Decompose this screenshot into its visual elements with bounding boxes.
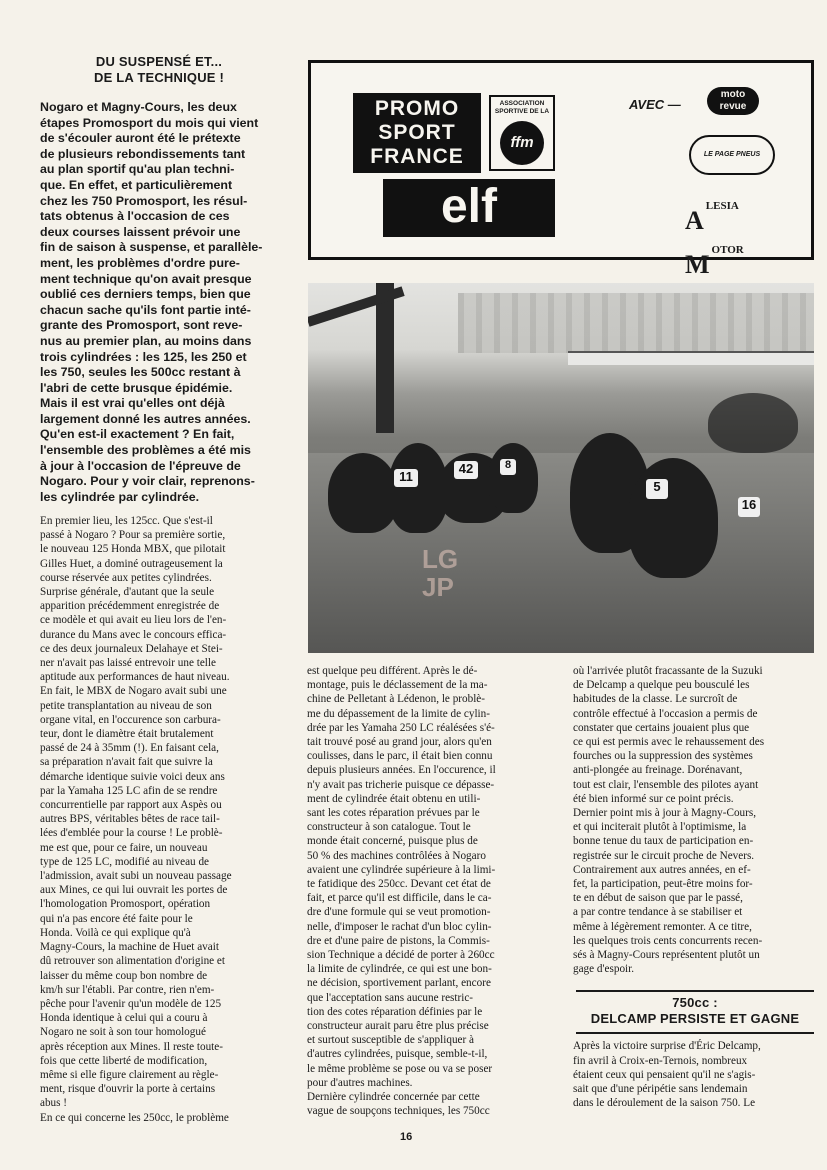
text-line: sant les cotes réparation prévues par le: [307, 807, 480, 820]
text-line: l'homologation Promosport, opération: [40, 898, 211, 911]
text-line: qui n'a pas encore été faite pour le: [40, 912, 193, 925]
text-line: durance du Mans avec le concours effica-: [40, 628, 227, 641]
text-line: sait que d'une péripétie sans lendemain: [573, 1083, 748, 1095]
text-line: ment, les problèmes d'ordre pure-: [40, 255, 240, 270]
text-line: type de 125 LC, modifié au niveau de: [40, 855, 210, 868]
text-line: sion Technique a décidé de porter à 260cc: [307, 949, 495, 962]
heading-line-1: DU SUSPENSÉ ET...: [95, 54, 223, 69]
heading-line-1: 750cc :: [672, 995, 718, 1011]
avec-label: AVEC —: [629, 97, 681, 112]
text-line: dû retrouver son alimentation d'origine et: [40, 955, 226, 968]
text-line: les quelques trois cents concurrents recen-: [573, 934, 763, 947]
text-line: km/h sur l'établi. Par contre, rien n'em-: [40, 983, 215, 996]
text-line: registrée sur le circuit proche de Nevers.: [573, 849, 755, 862]
text-line: que l'acceptation sans aucune restric-: [307, 991, 474, 1004]
text-line: que. En effet, et particulièrement: [40, 177, 233, 192]
heading-line-2: DELCAMP PERSISTE ET GAGNE: [590, 1011, 800, 1027]
section-rule-top: [576, 990, 814, 992]
watermark-line-1: LG: [422, 544, 459, 574]
text-line: ce des deux journaleux Delahaye et Stei-: [40, 642, 223, 655]
text-line: à jour à l'occasion de l'épreuve de: [40, 458, 241, 473]
text-line: nus au premier plan, au moins dans: [40, 333, 252, 348]
column-3-body-bottom: [573, 1039, 815, 1110]
text-line: aux Mines, ce qui lui ouvrait les portes de: [40, 884, 228, 897]
text-line: les cylindrée par cylindrée.: [40, 489, 200, 504]
text-line: largement donné les autres années.: [40, 411, 251, 426]
text-line: ce modèle et qui avait eu lieu lors de l'en-: [40, 614, 227, 627]
text-line: te fatidique des 250cc. Devant cet état de: [307, 878, 491, 891]
text-line: tats obtenus à l'occasion de ces: [40, 209, 230, 224]
text-line: montage, puis le déclassement de la ma-: [307, 679, 488, 692]
text-line: Honda identique à celui qui a couru à: [40, 1012, 208, 1025]
text-line: teur, dont le diamètre était brutalement: [40, 728, 214, 741]
text-line: habitudes de la classe. Le surcroît de: [573, 693, 738, 706]
rider: [708, 393, 798, 453]
sport-word: SPORT: [378, 121, 456, 144]
text-line: démarche identique suivie voici deux ans: [40, 770, 225, 783]
text-line: En fait, le MBX de Nogaro avait subi une: [40, 685, 227, 698]
text-line: coulisses, dans le parc, il était bien connu: [307, 750, 493, 763]
text-line: de plusieurs rebondissements tant: [40, 146, 246, 161]
text-line: Mais il est vrai qu'elles ont déjà: [40, 396, 225, 411]
text-line: fourches ou la suppression des systèmes: [573, 750, 753, 763]
text-line: ment de cylindrée était obtenu en utili-: [307, 792, 481, 805]
text-line: pour d'autres machines.: [307, 1076, 413, 1089]
text-line: où l'arrivée plutôt fracassante de la Suzuki: [573, 665, 763, 677]
treeline: [458, 293, 814, 353]
text-line: constructeur à son catalogue. Tout le: [307, 821, 471, 834]
motor-initial: M: [685, 250, 710, 279]
text-line: de s'écouler auront été le prétexte: [40, 131, 241, 146]
section-heading-750: [576, 995, 814, 1027]
text-line: a par contre tendance à se stabiliser et: [573, 906, 743, 919]
text-line: chine de Pelletant à Lédenon, le problè-: [307, 693, 485, 706]
race-number-plate: 11: [394, 469, 418, 487]
alesia-motor-logo: [685, 199, 744, 287]
text-line: au plan sportif qu'au plan techni-: [40, 162, 235, 177]
le-page-pneus-logo: LE PAGE PNEUS: [689, 135, 775, 175]
trackside-barrier: [568, 351, 814, 365]
revue-word: revue: [719, 101, 747, 112]
text-line: le nouveau 125 Honda MBX, que pilotait: [40, 543, 226, 556]
gantry-tower: [376, 283, 394, 433]
text-line: tion des cotes réparation définies par le: [307, 1005, 483, 1018]
text-line: après réception aux Mines. Il reste toute-: [40, 1040, 223, 1053]
text-line: autres BPS, véritables bêtes de race tail-: [40, 813, 220, 826]
text-line: En premier lieu, les 125cc. Que s'est-il: [40, 515, 213, 527]
text-line: et qui inciterait plutôt à l'optimisme, la: [573, 821, 747, 834]
text-line: les 750, seules les 500cc restant à: [40, 365, 241, 380]
text-line: dans le déroulement de la saison 750. Le: [573, 1097, 756, 1110]
text-line: Nogaro. Pour y voir clair, reprenons-: [40, 474, 255, 489]
text-line: me du dépassement de la limite de cylin-: [307, 707, 490, 720]
text-line: vague de soupçons techniques, les 750cc: [307, 1105, 490, 1118]
sportive-label: SPORTIVE DE LA: [494, 108, 550, 115]
text-line: petite transplantation au niveau de son: [40, 699, 212, 712]
text-line: étapes Promosport du mois qui vient: [40, 115, 259, 130]
text-line: passé de 24 à 35mm (!). En faisant cela,: [40, 742, 219, 755]
text-line: aptitude aux performances de haut niveau.: [40, 671, 230, 684]
text-line: tait trouvé posé au grand jour, alors qu'en: [307, 736, 492, 749]
alesia-word: LESIA: [705, 200, 739, 212]
text-line: même à légèrement remonter. A ce titre,: [573, 920, 752, 933]
text-line: lées d'emblée pour la course ! Le problè-: [40, 827, 223, 840]
race-number-plate: 5: [646, 479, 668, 499]
text-line: Dernière cylindrée concernée par cette: [307, 1091, 480, 1104]
text-line: ment technique qu'on avait presque: [40, 271, 252, 286]
text-line: l'admission, avait subi un nouveau passage: [40, 870, 232, 883]
text-line: étaient ceux qui pensaient qu'il ne s'agis-: [573, 1068, 756, 1081]
text-line: fin avril à Croix-en-Ternois, nombreux: [573, 1054, 748, 1067]
france-word: FRANCE: [370, 145, 464, 168]
text-line: n'y avait pas tricherie puisque ce dépasse-: [307, 778, 495, 791]
text-line: Surprise générale, d'autant que la seule: [40, 586, 215, 599]
text-line: Contrairement aux autres années, en ef-: [573, 863, 751, 876]
race-number-plate: 42: [454, 461, 478, 479]
text-line: Nogaro ne soit à son tour homologué: [40, 1026, 206, 1039]
text-line: chez les 750 Promosport, les résul-: [40, 193, 248, 208]
text-line: constater que certains jouaient plus que: [573, 721, 750, 734]
text-line: gage d'espoir.: [573, 963, 635, 976]
text-line: constructeur aurait paru être plus précise: [307, 1020, 489, 1033]
text-line: te en début de saison que par le passé,: [573, 892, 743, 905]
race-number-plate: 8: [500, 459, 516, 475]
column-3-body-top: [573, 664, 815, 976]
text-line: chacun sache qu'ils font partie inté-: [40, 302, 251, 317]
section-heading-suspense: [40, 54, 278, 86]
text-line: même si elle figure clairement au règle-: [40, 1068, 219, 1081]
text-line: le même problème se pose ou va se poser: [307, 1062, 493, 1075]
moto-revue-logo: [707, 87, 759, 115]
text-line: organe vital, en l'occurence son carbura-: [40, 713, 221, 726]
text-line: depuis plusieurs années. En l'occurence, il: [307, 764, 496, 777]
text-line: fait, et parce qu'il est difficile, dans le ca-: [307, 892, 492, 905]
rider: [628, 458, 718, 578]
text-line: Gilles Huet, a dominé outrageusement la: [40, 557, 223, 570]
text-line: En ce qui concerne les 250cc, le problème: [40, 1111, 229, 1124]
promo-word: PROMO: [374, 97, 460, 120]
text-line: Après la victoire surprise d'Éric Delcamp,: [573, 1040, 761, 1053]
alesia-initial: A: [685, 206, 704, 235]
text-line: ment, risque d'ouvrir la porte à certains: [40, 1083, 216, 1096]
text-line: bonne tenue du taux de participation en-: [573, 835, 754, 848]
column-1-body: [40, 514, 282, 1125]
text-line: nelle, d'imposer le rachat d'un bloc cylin-: [307, 920, 492, 933]
race-photo: [308, 283, 814, 653]
text-line: tout est clair, l'ensemble des pilotes ayant: [573, 778, 759, 791]
text-line: Honda. Voilà ce qui explique qu'à: [40, 926, 191, 939]
text-line: l'abri de cette brusque épidémie.: [40, 380, 233, 395]
elf-logo: elf: [383, 179, 555, 237]
text-line: la limite de cylindrée, ce qui est une bon-: [307, 963, 492, 976]
watermark-line-2: JP: [422, 572, 454, 602]
text-line: deux courses laissent prévoir une: [40, 224, 241, 239]
ffm-association-logo: [489, 95, 555, 171]
text-line: pêche pour l'avenir qu'un modèle de 125: [40, 997, 222, 1010]
motor-word: OTOR: [711, 244, 744, 256]
watermark: [422, 545, 458, 601]
text-line: oublié ces derniers temps, bien que: [40, 287, 251, 302]
text-line: l'ensemble des problèmes a été mis: [40, 443, 251, 458]
promosport-france-logo: [353, 93, 481, 173]
text-line: abus !: [40, 1097, 68, 1110]
text-line: ner n'avait pas laissé entrevoir une telle: [40, 657, 216, 670]
text-line: Nogaro et Magny-Cours, les deux: [40, 100, 237, 114]
text-line: sés à Magny-Cours représentent plutôt un: [573, 949, 760, 962]
text-line: dre et d'une paire de pistons, la Commis-: [307, 934, 490, 947]
page-number: 16: [400, 1131, 413, 1143]
heading-line-2: DE LA TECHNIQUE !: [93, 70, 225, 85]
text-line: fois que cette liberté de modification,: [40, 1054, 208, 1067]
text-line: est quelque peu différent. Après le dé-: [307, 665, 478, 677]
text-line: avaient une cylindrée supérieure à la limi-: [307, 863, 496, 876]
rider: [488, 443, 538, 513]
section-rule-bottom: [576, 1032, 814, 1034]
text-line: fin de saison à suspense, et parallèle-: [40, 240, 263, 255]
text-line: Dernier point mis à jour à Magny-Cours,: [573, 807, 757, 820]
text-line: et surtout susceptible de s'appliquer à: [307, 1034, 474, 1047]
text-line: trois cylindrées : les 125, les 250 et: [40, 349, 247, 364]
text-line: apparition précédemment enregistrée de: [40, 600, 220, 613]
text-line: monde était concerné, puisque plus de: [307, 835, 478, 848]
text-line: fet, la participation, peut-être moins for-: [573, 878, 753, 891]
sponsor-advertisement: [308, 60, 814, 279]
text-line: dre d'une formule qui se veut promotion-: [307, 906, 491, 919]
text-line: anti-plongée au freinage. Dorénavant,: [573, 764, 743, 777]
text-line: laisser du même coup bon nombre de: [40, 969, 208, 982]
lead-paragraph: [40, 100, 282, 505]
moto-word: moto: [720, 89, 746, 100]
text-line: Qu'en est-il exactement ? En fait,: [40, 427, 235, 442]
column-2-body: [307, 664, 550, 1119]
text-line: ne décision, sportivement parlant, encore: [307, 977, 491, 990]
text-line: de Delcamp a quelque peu bousculé les: [573, 679, 750, 692]
text-line: ce qui est permis avec le rehaussement des: [573, 736, 765, 749]
race-number-plate: 16: [738, 497, 760, 517]
text-line: me est que, pour ce faire, un nouveau: [40, 841, 208, 854]
text-line: concurrentielle par rapport aux Aspès ou: [40, 799, 222, 812]
ffm-icon: ffm: [500, 121, 544, 165]
text-line: course réservée aux petites cylindrées.: [40, 571, 212, 584]
text-line: 50 % des machines contrôlées à Nogaro: [307, 849, 486, 862]
association-label: ASSOCIATION: [499, 100, 545, 107]
text-line: par la Yamaha 125 LC afin de se rendre: [40, 784, 218, 797]
text-line: passé à Nogaro ? Pour sa première sortie,: [40, 529, 226, 542]
text-line: Magny-Cours, la machine de Huet avait: [40, 941, 219, 954]
text-line: sa préparation n'avait fait que suivre la: [40, 756, 213, 769]
text-line: été bien informé sur ce point précis.: [573, 792, 734, 805]
text-line: contrôle effectué à l'occasion a permis de: [573, 707, 758, 720]
text-line: d'autres cylindrées, puisque, semble-t-il,: [307, 1048, 488, 1061]
text-line: drée par les Yamaha 250 LC réalésées s'é-: [307, 721, 495, 734]
text-line: grante des Promosport, sont reve-: [40, 318, 243, 333]
